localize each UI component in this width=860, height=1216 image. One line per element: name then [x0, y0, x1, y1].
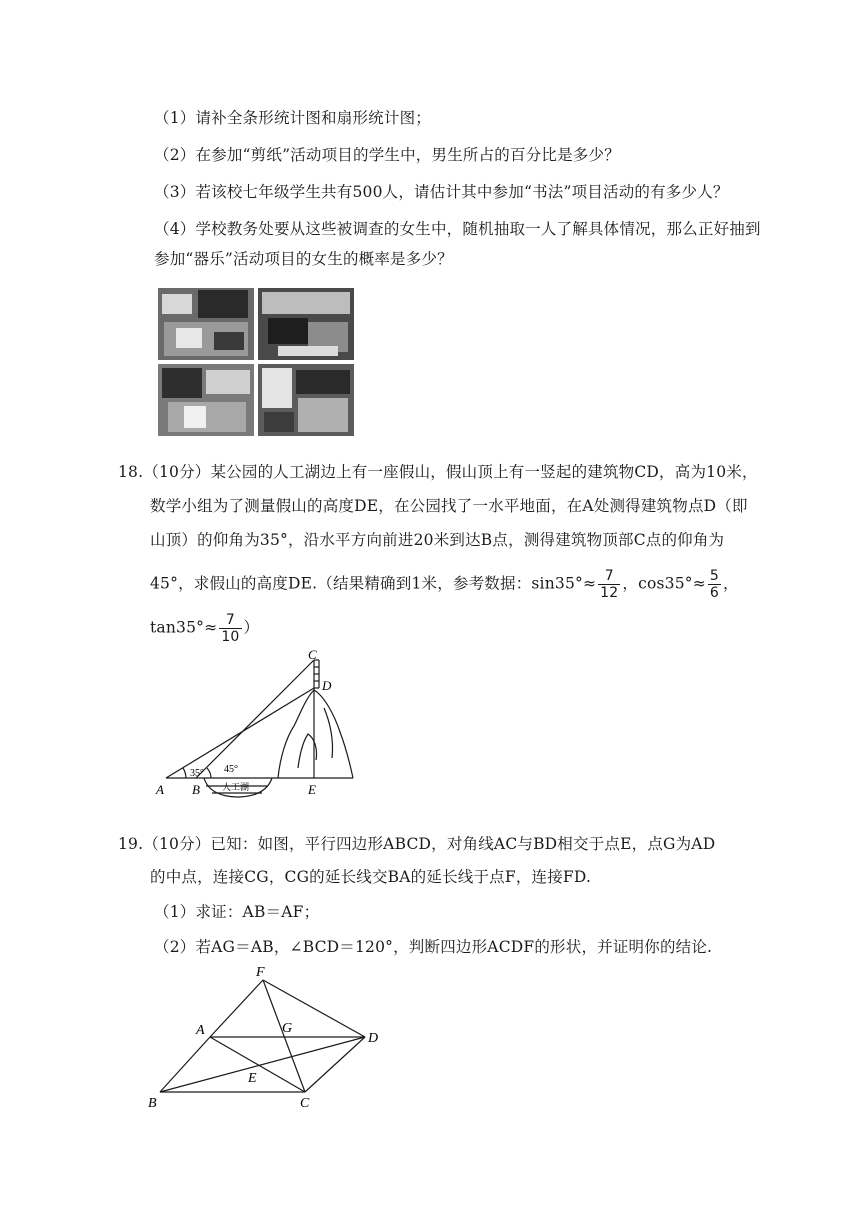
sin-fraction — [598, 568, 620, 601]
cos-fraction — [708, 568, 721, 601]
q19-part-1: （1）求证：AB＝AF； — [154, 903, 320, 921]
q17-part-4: （4）学校教务处要从这些被调查的女生中，随机抽取一人了解具体情况，那么正好抽到 — [154, 220, 761, 238]
tan-fraction — [219, 612, 241, 645]
q18-line-1: 18.（10分）某公园的人工湖边上有一座假山，假山顶上有一竖起的建筑物CD，高为10米， — [118, 463, 758, 481]
q19-line-1: 19.（10分）已知：如图，平行四边形ABCD，对角线AC与BD相交于点E，点G为AD — [118, 835, 716, 853]
label-D: D — [322, 678, 332, 693]
cos-denominator: 6 — [709, 585, 720, 601]
label-F: F — [256, 965, 265, 980]
q19-parallelogram-figure — [140, 962, 390, 1112]
q18-line-4-text: 45°，求假山的高度DE.（结果精确到1米，参考数据：sin35°≈ — [150, 574, 597, 593]
q17-part-3: （3）若该校七年级学生共有500人，请估计其中参加“书法”项目活动的有多少人？ — [154, 183, 729, 201]
label-B: B — [192, 782, 200, 797]
label-D: D — [368, 1031, 379, 1046]
label-A: A — [196, 1023, 205, 1038]
label-E: E — [308, 782, 316, 797]
q19-part-2: （2）若AG＝AB，∠BCD＝120°，判断四边形ACDF的形状，并证明你的结论. — [154, 938, 713, 956]
angle-35-label: 35° — [190, 768, 204, 779]
activity-photo-collage — [158, 288, 354, 436]
q17-part-1: （1）请补全条形统计图和扇形统计图； — [154, 109, 431, 127]
cos-label: ，cos35°≈ — [622, 574, 706, 593]
label-E: E — [248, 1071, 257, 1086]
close-paren: ） — [243, 618, 260, 637]
label-C: C — [308, 648, 317, 662]
tan-label: tan35°≈ — [150, 618, 218, 637]
sin-numerator: 7 — [598, 568, 620, 585]
cos-numerator: 5 — [709, 568, 720, 584]
comma: ， — [723, 574, 739, 593]
q18-line-4 — [150, 568, 739, 601]
q18-mountain-figure — [148, 648, 368, 804]
q18-line-2: 数学小组为了测量假山的高度DE，在公园找了一水平地面，在A处测得建筑物点D（即 — [150, 497, 748, 515]
q18-line-3: 山顶）的仰角为35°，沿水平方向前进20米到达B点，测得建筑物顶部C点的仰角为 — [150, 531, 725, 549]
q17-part-4-cont: 参加“器乐”活动项目的女生的概率是多少？ — [154, 250, 453, 268]
tan-numerator: 7 — [219, 612, 241, 629]
lake-label: 人工湖 — [222, 782, 250, 792]
q18-line-5 — [150, 612, 259, 645]
label-A: A — [156, 782, 164, 797]
tan-denominator: 10 — [221, 629, 240, 645]
q17-part-2: （2）在参加“剪纸”活动项目的学生中，男生所占的百分比是多少？ — [154, 146, 620, 164]
angle-45-label: 45° — [224, 764, 238, 775]
label-B: B — [148, 1096, 157, 1111]
label-C: C — [300, 1096, 310, 1111]
label-G: G — [282, 1021, 293, 1036]
sin-denominator: 12 — [600, 585, 619, 601]
q19-line-2: 的中点，连接CG，CG的延长线交BA的延长线于点F，连接FD. — [150, 868, 592, 886]
